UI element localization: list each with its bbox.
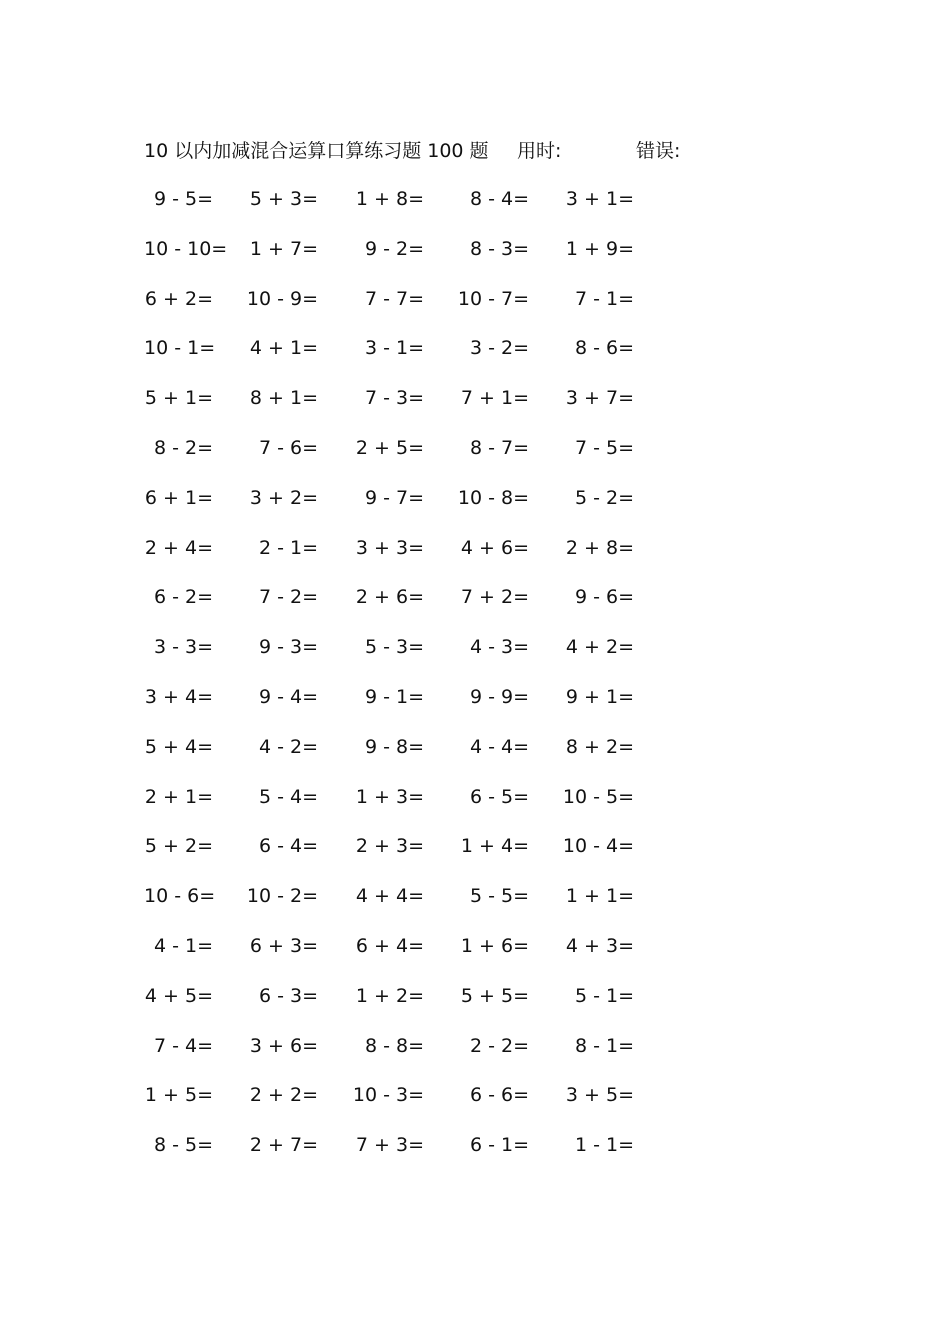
problem-item: 9 - 4=	[258, 685, 318, 708]
problem-item: 2 + 2=	[249, 1084, 318, 1107]
problem-item: 3 + 3=	[355, 536, 424, 559]
problem-item: 9 - 2=	[364, 237, 424, 260]
problem-item: 4 - 4=	[469, 735, 529, 758]
problem-item: 6 - 6=	[469, 1084, 529, 1107]
problem-row	[144, 1130, 704, 1180]
problem-item: 2 + 5=	[355, 436, 424, 459]
problem-item: 10 - 10=	[144, 237, 228, 260]
problem-item: 1 + 7=	[249, 237, 318, 260]
problem-item: 10 - 5=	[562, 785, 634, 808]
problem-item: 3 - 1=	[364, 337, 424, 360]
problem-row	[144, 981, 704, 1031]
problem-item: 6 + 1=	[144, 486, 213, 509]
problem-item: 5 - 4=	[258, 785, 318, 808]
problem-item: 7 - 7=	[364, 287, 424, 310]
problem-item: 6 - 4=	[258, 835, 318, 858]
problem-row	[144, 1080, 704, 1130]
problem-row	[144, 383, 704, 433]
problem-item: 3 + 4=	[144, 685, 213, 708]
problem-item: 9 - 7=	[364, 486, 424, 509]
problem-item: 1 + 4=	[460, 835, 529, 858]
problem-item: 7 - 2=	[258, 586, 318, 609]
problem-item: 8 - 8=	[364, 1034, 424, 1057]
problem-item: 4 + 2=	[565, 636, 634, 659]
problem-item: 9 + 1=	[565, 685, 634, 708]
problem-item: 6 + 2=	[144, 287, 213, 310]
problem-item: 4 + 1=	[249, 337, 318, 360]
problem-item: 7 - 6=	[258, 436, 318, 459]
problem-item: 6 - 2=	[153, 586, 213, 609]
problem-item: 1 + 5=	[144, 1084, 213, 1107]
problem-item: 5 - 5=	[469, 885, 529, 908]
problem-item: 6 - 5=	[469, 785, 529, 808]
problem-row	[144, 234, 704, 284]
problem-item: 5 + 2=	[144, 835, 213, 858]
problem-item: 1 + 2=	[355, 984, 424, 1007]
problem-item: 9 - 8=	[364, 735, 424, 758]
problem-item: 7 - 4=	[153, 1034, 213, 1057]
problem-item: 5 - 1=	[574, 984, 634, 1007]
problem-item: 8 + 1=	[249, 387, 318, 410]
problem-item: 4 - 1=	[153, 934, 213, 957]
errors-label: 错误:	[636, 140, 681, 162]
problem-row	[144, 433, 704, 483]
problem-item: 10 - 7=	[457, 287, 529, 310]
problem-item: 8 + 2=	[565, 735, 634, 758]
problem-row	[144, 1031, 704, 1081]
problem-item: 1 + 6=	[460, 934, 529, 957]
problem-row	[144, 483, 704, 533]
problem-item: 7 - 5=	[574, 436, 634, 459]
problem-item: 9 - 9=	[469, 685, 529, 708]
problem-item: 5 + 4=	[144, 735, 213, 758]
problem-item: 3 - 2=	[469, 337, 529, 360]
problem-row	[144, 782, 704, 832]
problem-row	[144, 931, 704, 981]
problem-item: 2 - 2=	[469, 1034, 529, 1057]
worksheet-title: 10 以内加减混合运算口算练习题 100 题	[144, 140, 489, 162]
problem-item: 7 + 2=	[460, 586, 529, 609]
problem-item: 6 + 3=	[249, 934, 318, 957]
problem-item: 8 - 3=	[469, 237, 529, 260]
problem-item: 6 + 4=	[355, 934, 424, 957]
problem-item: 6 - 1=	[469, 1134, 529, 1157]
problem-item: 4 + 6=	[460, 536, 529, 559]
problem-item: 10 - 9=	[246, 287, 318, 310]
problem-row	[144, 831, 704, 881]
problem-grid	[144, 184, 704, 1180]
problem-item: 1 + 1=	[565, 885, 634, 908]
problem-item: 3 + 7=	[565, 387, 634, 410]
problem-item: 5 + 5=	[460, 984, 529, 1007]
problem-item: 1 + 3=	[355, 785, 424, 808]
problem-item: 3 + 6=	[249, 1034, 318, 1057]
problem-item: 4 + 3=	[565, 934, 634, 957]
problem-item: 8 - 6=	[574, 337, 634, 360]
problem-item: 10 - 1=	[144, 337, 216, 360]
problem-item: 8 - 4=	[469, 188, 529, 210]
problem-item: 3 + 5=	[565, 1084, 634, 1107]
problem-item: 9 - 6=	[574, 586, 634, 609]
problem-item: 2 + 4=	[144, 536, 213, 559]
problem-item: 4 - 2=	[258, 735, 318, 758]
problem-row	[144, 284, 704, 334]
problem-row	[144, 184, 704, 234]
problem-item: 2 + 6=	[355, 586, 424, 609]
problem-item: 10 - 3=	[352, 1084, 424, 1107]
problem-item: 7 - 3=	[364, 387, 424, 410]
problem-item: 7 + 3=	[355, 1134, 424, 1157]
problem-item: 7 + 1=	[460, 387, 529, 410]
problem-row	[144, 732, 704, 782]
problem-item: 1 - 1=	[574, 1134, 634, 1157]
problem-item: 3 - 3=	[153, 636, 213, 659]
problem-item: 4 + 5=	[144, 984, 213, 1007]
problem-item: 2 + 1=	[144, 785, 213, 808]
problem-item: 8 - 5=	[153, 1134, 213, 1157]
problem-item: 1 + 9=	[565, 237, 634, 260]
problem-item: 5 + 1=	[144, 387, 213, 410]
problem-item: 5 + 3=	[249, 188, 318, 210]
problem-item: 5 - 2=	[574, 486, 634, 509]
problem-row	[144, 582, 704, 632]
problem-item: 10 - 6=	[144, 885, 216, 908]
problem-item: 10 - 2=	[246, 885, 318, 908]
problem-row	[144, 682, 704, 732]
problem-row	[144, 333, 704, 383]
problem-item: 8 - 7=	[469, 436, 529, 459]
problem-item: 4 - 3=	[469, 636, 529, 659]
problem-row	[144, 632, 704, 682]
problem-item: 10 - 4=	[562, 835, 634, 858]
problem-item: 7 - 1=	[574, 287, 634, 310]
problem-item: 3 + 1=	[565, 188, 634, 210]
problem-item: 2 + 8=	[565, 536, 634, 559]
problem-item: 2 + 3=	[355, 835, 424, 858]
problem-item: 5 - 3=	[364, 636, 424, 659]
problem-item: 8 - 2=	[153, 436, 213, 459]
time-used-label: 用时:	[517, 140, 562, 162]
problem-item: 8 - 1=	[574, 1034, 634, 1057]
problem-item: 4 + 4=	[355, 885, 424, 908]
problem-item: 6 - 3=	[258, 984, 318, 1007]
problem-row	[144, 881, 704, 931]
problem-item: 3 + 2=	[249, 486, 318, 509]
problem-item: 9 - 5=	[153, 188, 213, 210]
problem-item: 1 + 8=	[355, 188, 424, 210]
problem-item: 2 + 7=	[249, 1134, 318, 1157]
problem-item: 10 - 8=	[457, 486, 529, 509]
problem-item: 2 - 1=	[258, 536, 318, 559]
problem-item: 9 - 1=	[364, 685, 424, 708]
problem-item: 9 - 3=	[258, 636, 318, 659]
problem-row	[144, 533, 704, 583]
